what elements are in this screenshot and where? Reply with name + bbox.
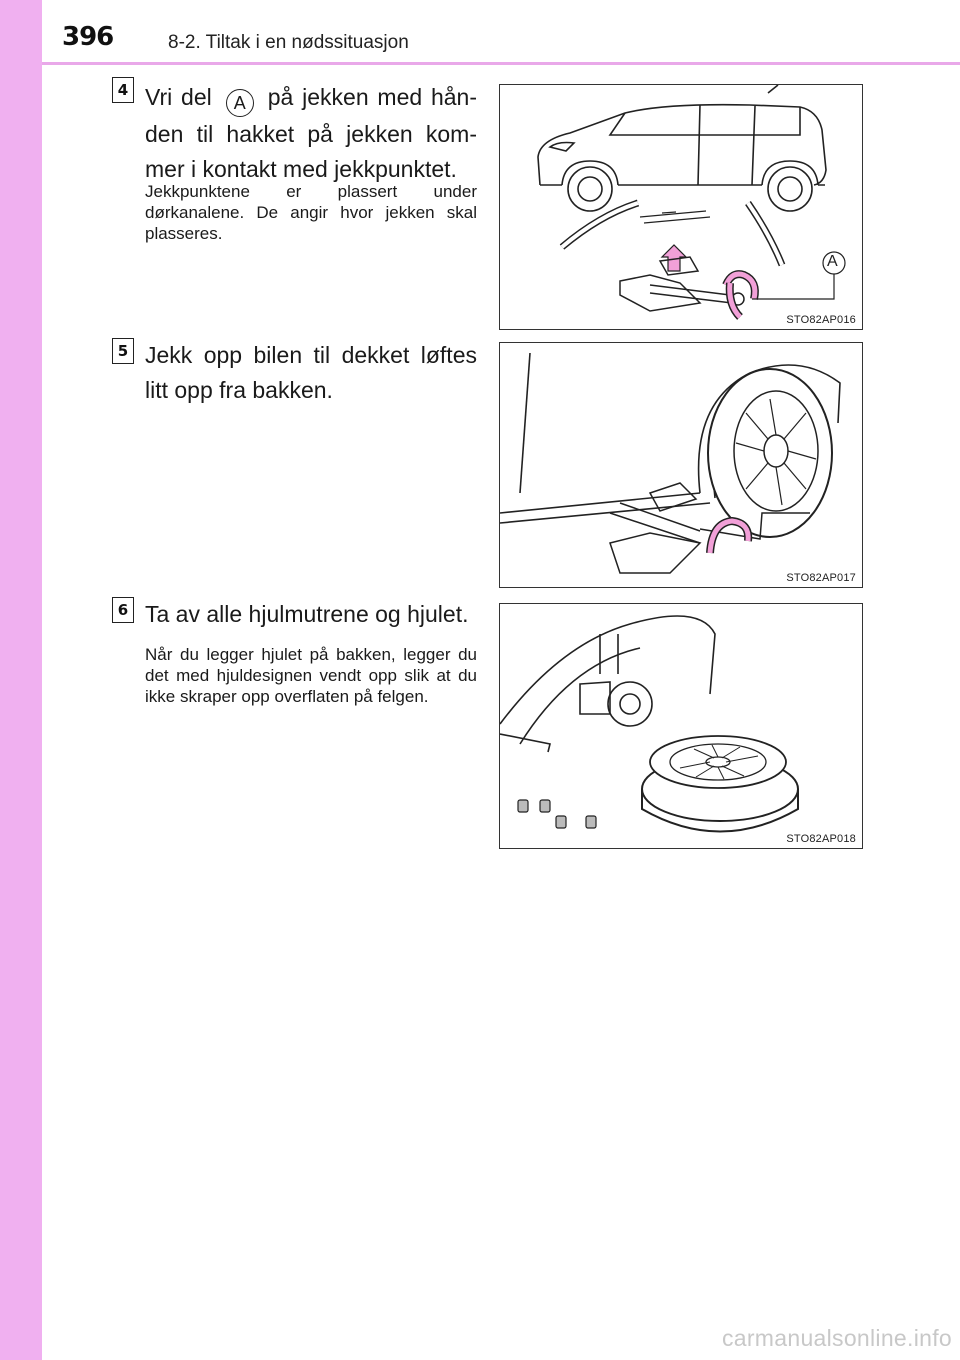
part-a-label: A bbox=[226, 89, 254, 117]
page-header bbox=[0, 0, 960, 53]
step-5-instruction: Jekk opp bilen til dekket løftes litt opp fra bakken. bbox=[145, 342, 477, 403]
figure-code: STO82AP016 bbox=[786, 314, 856, 326]
header-rule bbox=[42, 62, 960, 65]
remove-wheel-illustration bbox=[500, 604, 862, 848]
figure-remove-wheel bbox=[499, 603, 863, 849]
step-5-badge: 5 bbox=[112, 338, 134, 364]
figure-lift-vehicle bbox=[499, 342, 863, 588]
section-title: 8-2. Tiltak i en nødssituasjon bbox=[168, 32, 409, 53]
page-number: 396 bbox=[62, 22, 114, 52]
step-4-text-end: på jekken med hån-den til hakket på jekken kom-mer i kontakt med jekkpunktet. bbox=[145, 84, 477, 182]
lift-vehicle-illustration bbox=[500, 343, 862, 587]
step-4-note: Jekkpunktene er plassert under dørkanalene. De angir hvor jekken skal plasseres. bbox=[145, 182, 477, 243]
jack-placement-illustration bbox=[500, 85, 862, 329]
step-6-note: Når du legger hjulet på bakken, legger du det med hjuldesignen vendt opp slik at du ikke skraper opp overflaten på felgen. bbox=[145, 645, 477, 706]
figure-code: STO82AP018 bbox=[786, 833, 856, 845]
step-4-text-start: Vri del bbox=[145, 84, 212, 110]
figure-code: STO82AP017 bbox=[786, 572, 856, 584]
step-6-badge: 6 bbox=[112, 597, 134, 623]
step-4-instruction bbox=[145, 80, 477, 187]
figure-jack-placement bbox=[499, 84, 863, 330]
chapter-color-band bbox=[0, 0, 42, 1360]
callout-a-label: A bbox=[827, 253, 838, 270]
watermark: carmanualsonline.info bbox=[721, 1325, 952, 1351]
step-4-badge: 4 bbox=[112, 77, 134, 103]
step-6-instruction: Ta av alle hjulmutrene og hjulet. bbox=[145, 601, 469, 627]
